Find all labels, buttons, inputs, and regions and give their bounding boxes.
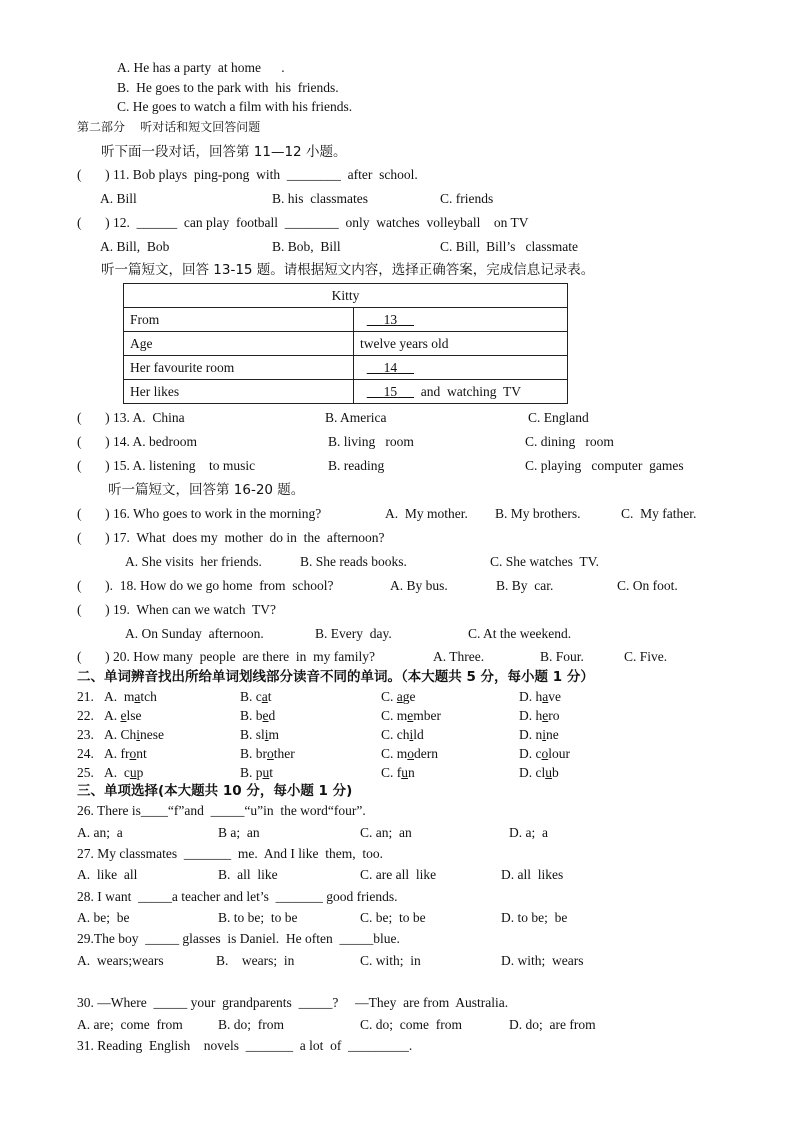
part2-intro-passage: 听一篇短文，回答 13-15 题。请根据短文内容，选择正确答案，完成信息记录表。 <box>101 262 595 278</box>
q18-option-b: B. By car. <box>496 578 554 593</box>
row-label: From <box>124 308 354 332</box>
underlined-letter: u <box>262 765 270 780</box>
question-31: 31. Reading English novels _______ a lot of _________. <box>77 1038 413 1053</box>
row-value <box>354 356 568 380</box>
phonics-question-number: 24. <box>77 746 94 761</box>
underlined-letter: a <box>396 689 403 704</box>
q16-option-c: C. My father. <box>621 506 697 521</box>
question-26: 26. There is____“f”and _____“u”in the word“four”. <box>77 803 366 818</box>
underlined-letter: o <box>129 746 137 761</box>
phonics-question-number: 21. <box>77 689 94 704</box>
q30-option-b: B. do; from <box>218 1017 284 1032</box>
underlined-letter: a <box>261 689 268 704</box>
part2-intro-dialog: 听下面一段对话，回答第 11—12 小题。 <box>101 144 347 160</box>
question-15: ( ) 15. A. listening to music <box>77 458 256 473</box>
underlined-letter: i <box>264 727 269 742</box>
underlined-letter: i <box>542 727 547 742</box>
q27-option-b: B. all like <box>218 867 278 882</box>
q12-option-c: C. Bill, Bill’s classmate <box>440 239 578 254</box>
table-row <box>124 308 568 332</box>
phonics-option-d: D. have <box>519 689 561 704</box>
question-12: ( ) 12. ______ can play football ________ only watches volleyball on TV <box>77 215 529 230</box>
q28-option-a: A. be; be <box>77 910 130 925</box>
q11-option-b: B. his classmates <box>272 191 368 206</box>
phonics-option-b: B. cat <box>240 689 272 704</box>
info-table <box>123 283 568 404</box>
q11-option-c: C. friends <box>440 191 494 206</box>
q11-option-a: A. Bill <box>100 191 137 206</box>
q19-option-c: C. At the weekend. <box>468 626 572 641</box>
q18-option-a: A. By bus. <box>390 578 448 593</box>
q18-option-c: C. On foot. <box>617 578 678 593</box>
part2-title: 第二部分 听对话和短文回答问题 <box>77 120 261 134</box>
phonics-option-c: C. age <box>381 689 416 704</box>
phonics-option-b: B. bed <box>240 708 276 723</box>
phonics-option-a: A. front <box>104 746 147 761</box>
q29-option-a: A. wears;wears <box>77 953 164 968</box>
q26-option-b: B a; an <box>218 825 260 840</box>
q16-option-b: B. My brothers. <box>495 506 581 521</box>
q27-option-c: C. are all like <box>360 867 437 882</box>
blank-14[interactable]: 14 <box>383 359 398 375</box>
question-30: 30. —Where _____ your grandparents _____? —They are from Australia. <box>77 995 509 1010</box>
row-value <box>354 308 568 332</box>
question-20: ( ) 20. How many people are there in my family? <box>77 649 376 664</box>
option-a: A. He has a party at home . <box>117 60 285 75</box>
phonics-option-c: C. member <box>381 708 442 723</box>
underlined-letter: a <box>542 689 549 704</box>
phonics-option-b: B. slim <box>240 727 280 742</box>
phonics-question-number: 22. <box>77 708 94 723</box>
q28-option-d: D. to be; be <box>501 910 568 925</box>
row-label: Her likes <box>124 380 354 404</box>
underlined-letter: e <box>262 708 269 723</box>
q13-option-c: C. England <box>528 410 589 425</box>
underlined-letter: u <box>129 765 137 780</box>
q17-option-a: A. She visits her friends. <box>125 554 262 569</box>
question-13: ( ) 13. A. China <box>77 410 185 425</box>
phonics-option-a: A. cup <box>104 765 144 780</box>
underlined-letter: i <box>136 727 141 742</box>
q30-option-c: C. do; come from <box>360 1017 462 1032</box>
q20-option-b: B. Four. <box>540 649 584 664</box>
phonics-option-a: A. Chinese <box>104 727 165 742</box>
question-27: 27. My classmates _______ me. And I like them, too. <box>77 846 383 861</box>
phonics-option-d: D. hero <box>519 708 560 723</box>
underlined-letter: o <box>541 746 549 761</box>
underlined-letter: o <box>267 746 274 761</box>
underlined-letter: e <box>542 708 549 723</box>
q17-option-b: B. She reads books. <box>300 554 407 569</box>
q14-option-c: C. dining room <box>525 434 614 449</box>
blank-13[interactable]: 13 <box>383 311 398 327</box>
phonics-question-number: 23. <box>77 727 94 742</box>
phonics-option-c: C. child <box>381 727 424 742</box>
phonics-option-c: C. modern <box>381 746 439 761</box>
q30-option-d: D. do; are from <box>509 1017 596 1032</box>
q12-option-b: B. Bob, Bill <box>272 239 341 254</box>
row-label: Her favourite room <box>124 356 354 380</box>
question-17: ( ) 17. What does my mother do in the afternoon? <box>77 530 385 545</box>
q15-option-b: B. reading <box>328 458 385 473</box>
q26-option-c: C. an; an <box>360 825 412 840</box>
phonics-option-a: A. else <box>104 708 142 723</box>
table-row <box>124 356 568 380</box>
row-label: Age <box>124 332 354 356</box>
underlined-letter: a <box>134 689 141 704</box>
q19-option-a: A. On Sunday afternoon. <box>125 626 264 641</box>
q29-option-b: B. wears; in <box>216 953 295 968</box>
underlined-letter: e <box>120 708 127 723</box>
q30-option-a: A. are; come from <box>77 1017 183 1032</box>
q28-option-b: B. to be; to be <box>218 910 298 925</box>
table-row <box>124 380 568 404</box>
phonics-option-a: A. match <box>104 689 157 704</box>
phonics-option-d: D. nine <box>519 727 559 742</box>
q27-option-d: D. all likes <box>501 867 564 882</box>
part2-intro-passage2: 听一篇短文，回答第 16-20 题。 <box>108 482 305 498</box>
phonics-option-d: D. colour <box>519 746 570 761</box>
phonics-option-c: C. fun <box>381 765 415 780</box>
q15-option-c: C. playing computer games <box>525 458 684 473</box>
question-19: ( ) 19. When can we watch TV? <box>77 602 276 617</box>
q12-option-a: A. Bill, Bob <box>100 239 170 254</box>
q20-option-c: C. Five. <box>624 649 668 664</box>
section3-title: 三、单项选择(本大题共 10 分，每小题 1 分) <box>77 783 353 799</box>
question-18: ( ). 18. How do we go home from school? <box>77 578 334 593</box>
q19-option-b: B. Every day. <box>315 626 392 641</box>
table-header: Kitty <box>124 284 568 308</box>
phonics-option-b: B. brother <box>240 746 295 761</box>
phonics-option-d: D. club <box>519 765 559 780</box>
question-14: ( ) 14. A. bedroom <box>77 434 197 449</box>
underlined-letter: u <box>401 765 408 780</box>
underlined-letter: o <box>407 746 415 761</box>
row-value <box>354 380 568 404</box>
section2-title: 二、单词辨音找出所给单词划线部分读音不同的单词。（本大题共 5 分，每小题 1 分） <box>77 669 594 685</box>
question-28: 28. I want _____a teacher and let’s _______ good friends. <box>77 889 398 904</box>
q26-option-d: D. a; a <box>509 825 548 840</box>
q29-option-c: C. with; in <box>360 953 421 968</box>
q20-option-a: A. Three. <box>433 649 485 664</box>
row-value: twelve years old <box>354 332 568 356</box>
blank-15[interactable]: 15 <box>383 383 398 399</box>
q27-option-a: A. like all <box>77 867 138 882</box>
q28-option-c: C. be; to be <box>360 910 426 925</box>
q17-option-c: C. She watches TV. <box>490 554 599 569</box>
phonics-question-number: 25. <box>77 765 94 780</box>
underlined-letter: e <box>407 708 414 723</box>
question-11: ( ) 11. Bob plays ping-pong with ________ after school. <box>77 167 418 182</box>
option-b: B. He goes to the park with his friends. <box>117 80 339 95</box>
q14-option-b: B. living room <box>328 434 414 449</box>
underlined-letter: u <box>545 765 552 780</box>
question-16: ( ) 16. Who goes to work in the morning? <box>77 506 322 521</box>
q16-option-a: A. My mother. <box>385 506 468 521</box>
phonics-option-b: B. put <box>240 765 274 780</box>
table-row <box>124 332 568 356</box>
q26-option-a: A. an; a <box>77 825 123 840</box>
underlined-letter: i <box>409 727 414 742</box>
q13-option-b: B. America <box>325 410 387 425</box>
q29-option-d: D. with; wears <box>501 953 584 968</box>
row-suffix: and watching TV <box>414 383 521 399</box>
question-29: 29.The boy _____ glasses is Daniel. He often _____blue. <box>77 931 400 946</box>
option-c: C. He goes to watch a film with his friends. <box>117 99 353 114</box>
